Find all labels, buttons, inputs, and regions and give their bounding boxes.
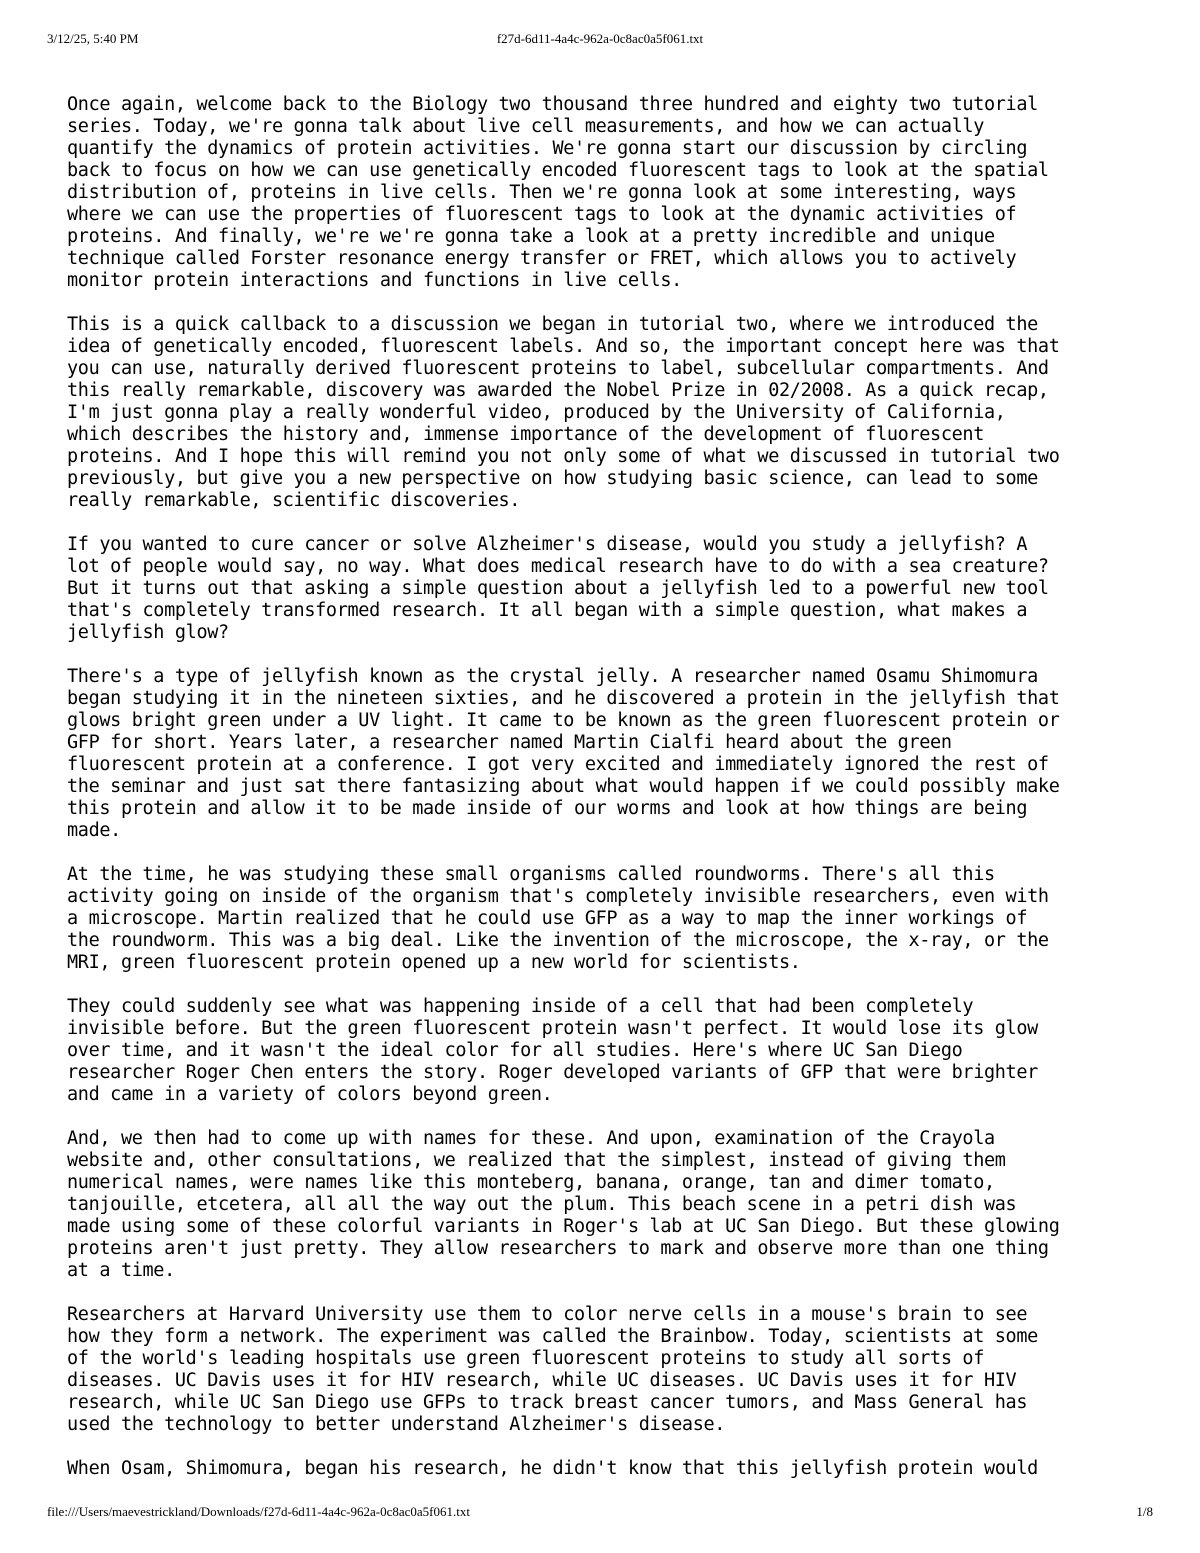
print-file-path: file:///Users/maevestrickland/Downloads/f27d-6d11-4a4c-962a-0c8ac0a5f061.txt bbox=[47, 1504, 470, 1519]
print-header bbox=[47, 31, 1153, 49]
text-line: and came in a variety of colors beyond green. bbox=[67, 1084, 553, 1105]
text-line: made using some of these colorful variants in Roger's lab at UC San Diego. But these glowing bbox=[67, 1216, 1060, 1237]
text-line: made. bbox=[67, 820, 121, 841]
text-line: that's completely transformed research. It all began with a simple question, what makes a bbox=[67, 600, 1028, 621]
text-line: numerical names, were names like this monteberg, banana, orange, tan and dimer tomato, bbox=[67, 1172, 995, 1193]
text-line: GFP for short. Years later, a researcher named Martin Cialfi heard about the green bbox=[67, 732, 952, 753]
text-line: diseases. UC Davis uses it for HIV research, while UC diseases. UC Davis uses it for HIV bbox=[67, 1370, 1017, 1391]
text-line: When Osam, Shimomura, began his research, he didn't know that this jellyfish protein would bbox=[67, 1458, 1038, 1479]
text-line: monitor protein interactions and functions in live cells. bbox=[67, 270, 682, 291]
paragraph bbox=[67, 1304, 1157, 1436]
text-line: which describes the history and, immense importance of the development of fluorescent bbox=[67, 424, 984, 445]
text-line: this protein and allow it to be made inside of our worms and look at how things are being bbox=[67, 798, 1028, 819]
text-line: website and, other consultations, we realized that the simplest, instead of giving them bbox=[67, 1150, 1006, 1171]
text-line: This is a quick callback to a discussion we began in tutorial two, where we introduced the bbox=[67, 314, 1038, 335]
paragraph bbox=[67, 94, 1157, 292]
text-line: MRI, green fluorescent protein opened up a new world for scientists. bbox=[67, 952, 801, 973]
text-line: Once again, welcome back to the Biology two thousand three hundred and eighty two tutorial bbox=[67, 94, 1038, 115]
text-line: began studying it in the nineteen sixties, and he discovered a protein in the jellyfish that bbox=[67, 688, 1060, 709]
text-line: researcher Roger Chen enters the story. Roger developed variants of GFP that were brighter bbox=[67, 1062, 1038, 1083]
text-line: idea of genetically encoded, fluorescent labels. And so, the important concept here was that bbox=[67, 336, 1060, 357]
text-line: proteins. And I hope this will remind you not only some of what we discussed in tutorial two bbox=[67, 446, 1060, 467]
text-line: used the technology to better understand Alzheimer's disease. bbox=[67, 1414, 726, 1435]
paragraph bbox=[67, 996, 1157, 1106]
print-datetime: 3/12/25, 5:40 PM bbox=[47, 31, 139, 46]
text-line: back to focus on how we can use genetically encoded fluorescent tags to look at the spatial bbox=[67, 160, 1049, 181]
text-line: the seminar and just sat there fantasizing about what would happen if we could possibly make bbox=[67, 776, 1060, 797]
text-line: really remarkable, scientific discoveries. bbox=[67, 490, 521, 511]
paragraph bbox=[67, 666, 1157, 842]
paragraph bbox=[67, 1128, 1157, 1282]
paragraph bbox=[67, 864, 1157, 974]
text-line: But it turns out that asking a simple question about a jellyfish led to a powerful new tool bbox=[67, 578, 1049, 599]
print-footer bbox=[47, 1504, 1153, 1522]
text-line: And, we then had to come up with names for these. And upon, examination of the Crayola bbox=[67, 1128, 995, 1149]
page-number: 1/8 bbox=[1136, 1504, 1153, 1519]
text-line: you can use, naturally derived fluorescent proteins to label, subcellular compartments. And bbox=[67, 358, 1049, 379]
text-line: how they form a network. The experiment was called the Brainbow. Today, scientists at some bbox=[67, 1326, 1038, 1347]
text-line: activity going on inside of the organism that's completely invisible researchers, even with bbox=[67, 886, 1049, 907]
text-line: There's a type of jellyfish known as the crystal jelly. A researcher named Osamu Shimomura bbox=[67, 666, 1038, 687]
text-line: this really remarkable, discovery was awarded the Nobel Prize in 02/2008. As a quick recap, bbox=[67, 380, 1049, 401]
text-line: At the time, he was studying these small organisms called roundworms. There's all this bbox=[67, 864, 995, 885]
text-line: previously, but give you a new perspective on how studying basic science, can lead to some bbox=[67, 468, 1038, 489]
document-body bbox=[67, 94, 1157, 1502]
text-line: technique called Forster resonance energy transfer or FRET, which allows you to actively bbox=[67, 248, 1017, 269]
text-line: If you wanted to cure cancer or solve Alzheimer's disease, would you study a jellyfish? A bbox=[67, 534, 1028, 555]
text-line: a microscope. Martin realized that he could use GFP as a way to map the inner workings of bbox=[67, 908, 1028, 929]
text-line: at a time. bbox=[67, 1260, 175, 1281]
text-line: proteins. And finally, we're we're gonna take a look at a pretty incredible and unique bbox=[67, 226, 995, 247]
print-file-title: f27d-6d11-4a4c-962a-0c8ac0a5f061.txt bbox=[496, 31, 704, 46]
text-line: fluorescent protein at a conference. I got very excited and immediately ignored the rest of bbox=[67, 754, 1049, 775]
text-line: They could suddenly see what was happening inside of a cell that had been completely bbox=[67, 996, 974, 1017]
text-line: where we can use the properties of fluorescent tags to look at the dynamic activities of bbox=[67, 204, 1017, 225]
paragraph bbox=[67, 1458, 1157, 1480]
text-line: lot of people would say, no way. What does medical research have to do with a sea creature? bbox=[67, 556, 1049, 577]
text-line: I'm just gonna play a really wonderful video, produced by the University of California, bbox=[67, 402, 1006, 423]
text-line: glows bright green under a UV light. It came to be known as the green fluorescent protein or bbox=[67, 710, 1060, 731]
text-line: invisible before. But the green fluorescent protein wasn't perfect. It would lose its glow bbox=[67, 1018, 1038, 1039]
paragraph bbox=[67, 534, 1157, 644]
text-line: series. Today, we're gonna talk about live cell measurements, and how we can actually bbox=[67, 116, 984, 137]
text-line: research, while UC San Diego use GFPs to track breast cancer tumors, and Mass General has bbox=[67, 1392, 1028, 1413]
text-line: the roundworm. This was a big deal. Like the invention of the microscope, the x-ray, or the bbox=[67, 930, 1049, 951]
text-line: proteins aren't just pretty. They allow researchers to mark and observe more than one thing bbox=[67, 1238, 1049, 1259]
text-line: jellyfish glow? bbox=[67, 622, 229, 643]
text-line: of the world's leading hospitals use green fluorescent proteins to study all sorts of bbox=[67, 1348, 984, 1369]
text-line: Researchers at Harvard University use them to color nerve cells in a mouse's brain to see bbox=[67, 1304, 1028, 1325]
text-line: distribution of, proteins in live cells. Then we're gonna look at some interesting, ways bbox=[67, 182, 1017, 203]
text-line: over time, and it wasn't the ideal color for all studies. Here's where UC San Diego bbox=[67, 1040, 963, 1061]
paragraph bbox=[67, 314, 1157, 512]
text-line: tanjouille, etcetera, all all the way out the plum. This beach scene in a petri dish was bbox=[67, 1194, 1017, 1215]
text-line: quantify the dynamics of protein activities. We're gonna start our discussion by circling bbox=[67, 138, 1028, 159]
